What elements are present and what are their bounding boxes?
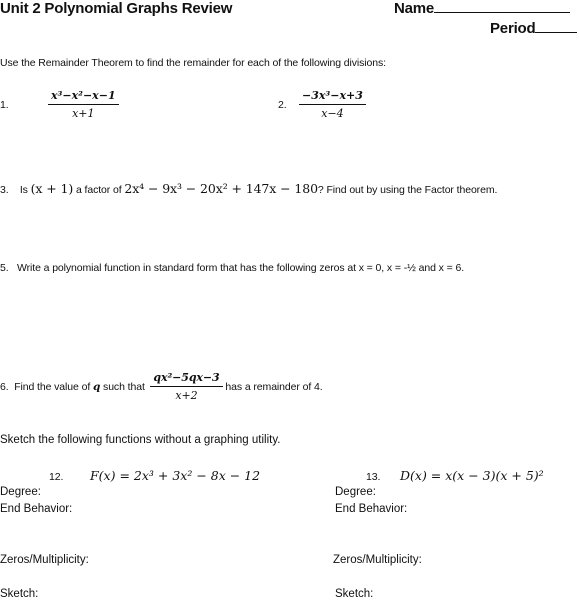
- problem-2-fraction: [299, 89, 366, 120]
- end-behavior-label-left: End Behavior:: [0, 503, 73, 515]
- problem-6: [0, 371, 323, 402]
- function-13-expression: D(x) = x(x − 3)(x + 5)²: [400, 468, 544, 483]
- problem-3: [0, 181, 497, 196]
- problem-6-denominator: x+2: [175, 389, 198, 402]
- problem-5: [0, 262, 464, 274]
- problem-3-prefix: Is: [19, 184, 28, 196]
- period-label: Period: [490, 20, 536, 37]
- name-line: [394, 0, 570, 17]
- name-label: Name: [394, 0, 435, 17]
- problem-6-number: 6.: [0, 380, 9, 393]
- sketch-label-right: Sketch:: [335, 588, 374, 600]
- worksheet-title: Unit 2 Polynomial Graphs Review: [0, 0, 233, 17]
- problem-1-number: 1.: [0, 99, 9, 111]
- function-13-number: 13.: [366, 471, 381, 483]
- zeros-label-left: Zeros/Multiplicity:: [0, 554, 89, 566]
- end-behavior-label-right: End Behavior:: [335, 503, 408, 515]
- period-line: [490, 20, 577, 37]
- problem-6-fraction: [150, 371, 222, 402]
- problem-1-fraction: [48, 89, 119, 120]
- function-12-expression: F(x) = 2x³ + 3x² − 8x − 12: [90, 468, 261, 483]
- problem-1-denominator: x+1: [72, 107, 95, 120]
- problem-6-variable: q: [92, 380, 101, 393]
- problem-6-prefix: Find the value of: [14, 380, 91, 393]
- problem-3-polynomial: 2x⁴ − 9x³ − 20x² + 147x − 180: [124, 181, 318, 196]
- problem-1-numerator: x³−x²−x−1: [48, 89, 119, 105]
- problem-3-factor: (x + 1): [30, 181, 74, 196]
- problem-2-numerator: −3x³−x+3: [299, 89, 366, 105]
- problem-6-suffix: has a remainder of 4.: [225, 380, 323, 393]
- instructions: Use the Remainder Theorem to find the remainder for each of the following divisions:: [0, 57, 386, 69]
- degree-label-left: Degree:: [0, 486, 41, 498]
- problem-3-middle: a factor of: [75, 184, 122, 196]
- problem-6-numerator: qx²−5qx−3: [150, 371, 222, 387]
- function-12-number: 12.: [49, 471, 64, 483]
- problem-5-number: 5.: [0, 262, 9, 274]
- name-blank[interactable]: [434, 12, 570, 13]
- sketch-label-left: Sketch:: [0, 588, 39, 600]
- problem-2-number: 2.: [278, 99, 287, 111]
- period-blank[interactable]: [535, 32, 577, 33]
- problem-2-denominator: x−4: [321, 107, 344, 120]
- zeros-label-right: Zeros/Multiplicity:: [333, 554, 422, 566]
- problem-3-number: 3.: [0, 184, 9, 196]
- problem-6-middle: such that: [103, 380, 145, 393]
- sketch-instructions: Sketch the following functions without a graphing utility.: [0, 434, 281, 446]
- problem-3-suffix: ? Find out by using the Factor theorem.: [317, 184, 498, 196]
- degree-label-right: Degree:: [335, 486, 376, 498]
- problem-5-text: Write a polynomial function in standard form that has the following zeros at x = 0, x = -½ and x = 6.: [17, 262, 465, 274]
